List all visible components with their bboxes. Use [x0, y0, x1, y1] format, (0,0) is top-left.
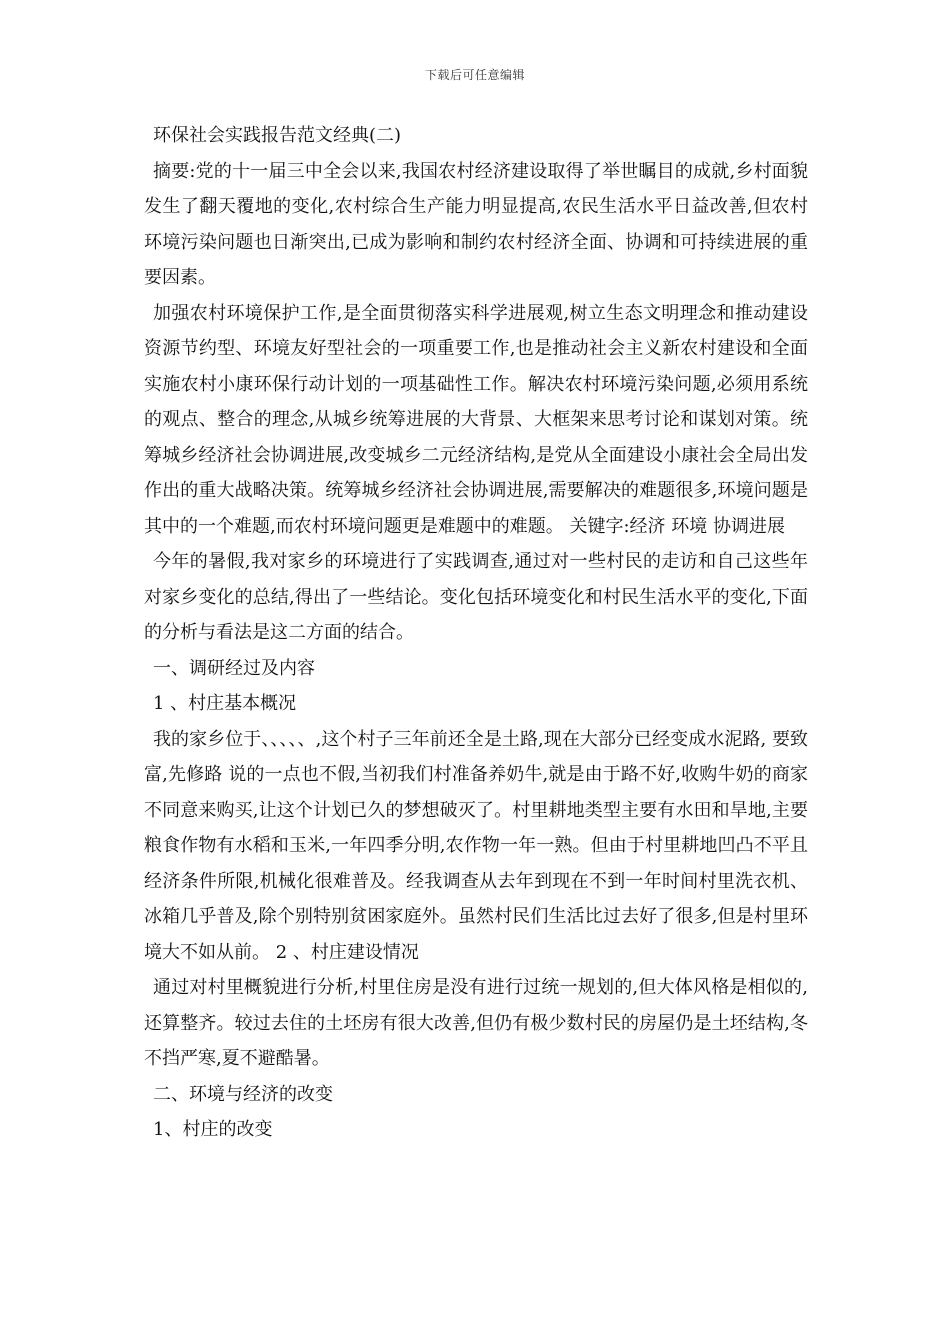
body-paragraph: 今年的暑假,我对家乡的环境进行了实践调查,通过对一些村民的走访和自己这些年对家乡变化的总结,得出了一些结论。变化包括环境变化和村民生活水平的变化,下面的分析与看法是这二方面的结合。 — [144, 551, 808, 643]
abstract-paragraph: 摘要:党的十一届三中全会以来,我国农村经济建设取得了举世瞩目的成就,乡村面貌发生了翻天覆地的变化,农村综合生产能力明显提高,农民生活水平日益改善,但农村环境污染问题也日渐突出,已成为影响和制约农村经济全面、协调和可持续进展的重要因素。 — [144, 160, 808, 288]
page-header-note: 下载后可任意编辑 — [424, 68, 525, 82]
section-heading: 一、调研经过及内容 — [153, 657, 315, 679]
subsection-heading: 1、村庄的改变 — [153, 1119, 273, 1140]
body-paragraph: 加强农村环境保护工作,是全面贯彻落实科学进展观,树立生态文明理念和推动建设资源节约型、环境友好型社会的一项重要工作,也是推动社会主义新农村建设和全面实施农村小康环保行动计划的一项基础性工作。解决农村环境污染问题,必须用系统的观点、整合的理念,从城乡统筹进展的大背景、大框架来思考讨论和谋划对策。统筹城乡经济社会协调进展,改变城乡二元经济结构,是党从全面建设小康社会全局出发作出的重大战略决策。统筹城乡经济社会协调进展,需要解决的难题很多,环境问题是其中的一个难题,而农村环境问题更是难题中的难题。 关键字:经济 环境 协调进展 — [144, 302, 808, 537]
document-body — [144, 118, 808, 1148]
body-paragraph: 我的家乡位于、、、、、,这个村子三年前还全是土路,现在大部分已经变成水泥路, 要致富,先修路 说的一点也不假,当初我们村准备养奶牛,就是由于路不好,收购牛奶的商家不同意来购买,让这个计划已久的梦想破灭了。村里耕地类型主要有水田和旱地,主要粮食作物有水稻和玉米,一年四季分明,农作物一年一熟。但由于村里耕地凹凸不平且经济条件所限,机械化很难普及。经我调查从去年到现在不到一年时间村里洗衣机、冰箱几乎普及,除个别特别贫困家庭外。虽然村民们生活比过去好了很多,但是村里环境大不如从前。 2 、村庄建设情况 — [144, 728, 808, 963]
subsection-heading: 1 、村庄基本概况 — [153, 693, 297, 714]
section-heading: 二、环境与经济的改变 — [153, 1083, 333, 1105]
body-paragraph: 通过对村里概貌进行分析,村里住房是没有进行过统一规划的,但大体风格是相似的,还算整齐。较过去住的土坯房有很大改善,但仍有极少数村民的房屋仍是土坯结构,冬不挡严寒,夏不避酷暑。 — [144, 977, 808, 1069]
document-title: 环保社会实践报告范文经典(二) — [153, 125, 402, 146]
